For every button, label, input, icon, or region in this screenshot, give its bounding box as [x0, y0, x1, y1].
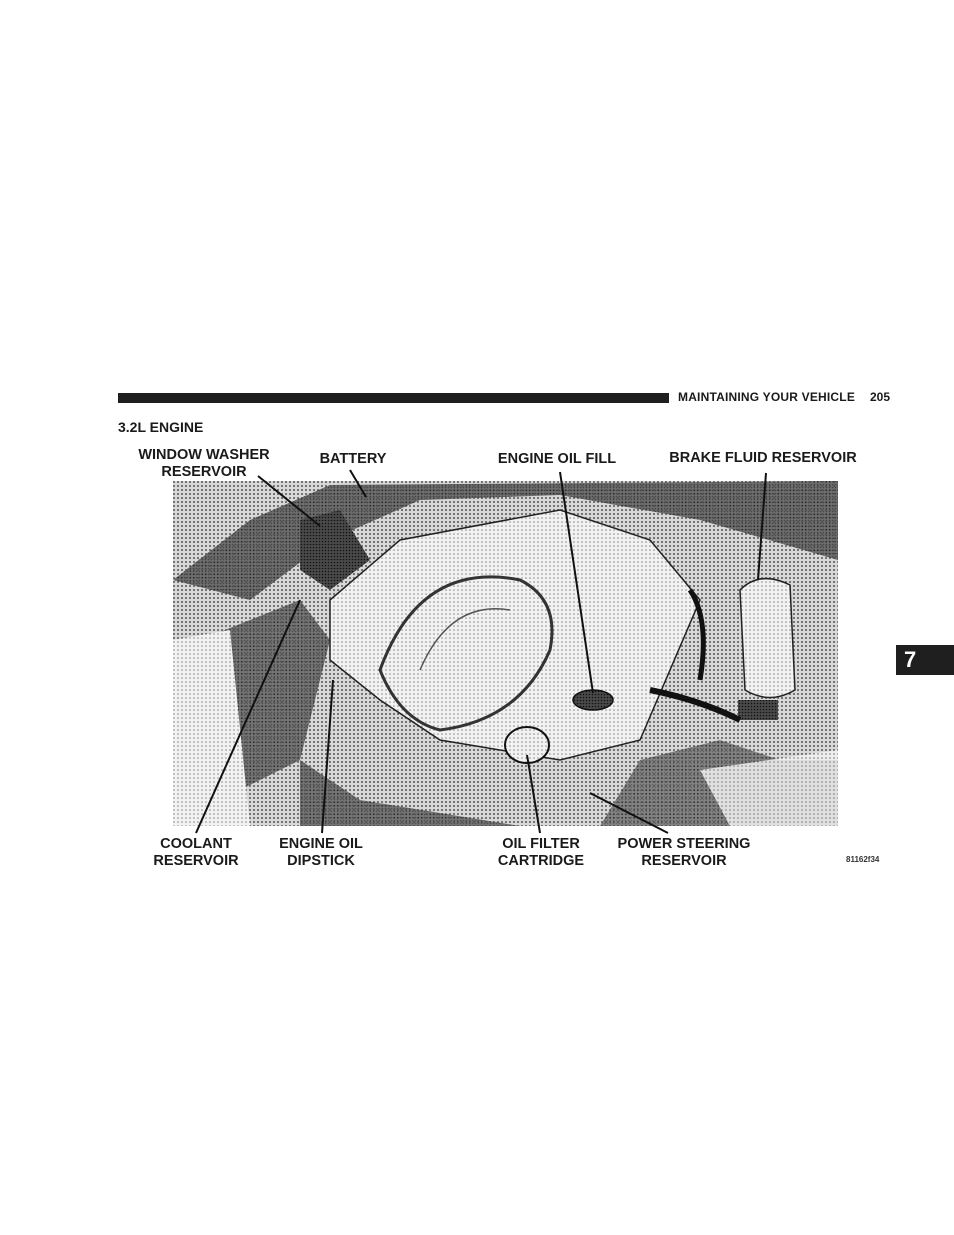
label-coolant	[153, 836, 239, 869]
label-power-steering-line1: POWER STEERING	[617, 836, 751, 852]
label-oil-filter	[498, 836, 585, 869]
label-window-washer	[138, 447, 270, 480]
label-dipstick-line2: DIPSTICK	[287, 853, 355, 869]
page-number: 205	[870, 390, 891, 404]
label-power-steering-line2: RESERVOIR	[641, 853, 727, 869]
label-engine-oil-fill-line1: ENGINE OIL FILL	[497, 451, 617, 467]
section-title: 3.2L ENGINE	[118, 419, 204, 435]
label-oil-filter-line2: CARTRIDGE	[497, 853, 585, 869]
label-dipstick	[279, 836, 363, 869]
label-oil-filter-line1: OIL FILTER	[502, 836, 580, 852]
engine-photo	[173, 481, 838, 826]
label-window-washer-line1: WINDOW WASHER	[138, 447, 270, 463]
figure-code: 81162f34	[846, 855, 880, 864]
label-dipstick-line1: ENGINE OIL	[279, 836, 363, 852]
label-brake-fluid	[669, 450, 857, 466]
label-battery-line1: BATTERY	[319, 451, 387, 467]
label-power-steering	[618, 836, 751, 869]
label-brake-fluid-line1: BRAKE FLUID RESERVOIR	[669, 450, 857, 466]
label-engine-oil-fill	[498, 451, 616, 467]
label-window-washer-line2: RESERVOIR	[161, 464, 247, 480]
running-header: MAINTAINING YOUR VEHICLE	[678, 390, 856, 404]
chapter-number: 7	[904, 647, 917, 672]
label-coolant-line1: COOLANT	[160, 836, 232, 852]
label-battery	[320, 451, 387, 467]
label-coolant-line2: RESERVOIR	[153, 853, 239, 869]
